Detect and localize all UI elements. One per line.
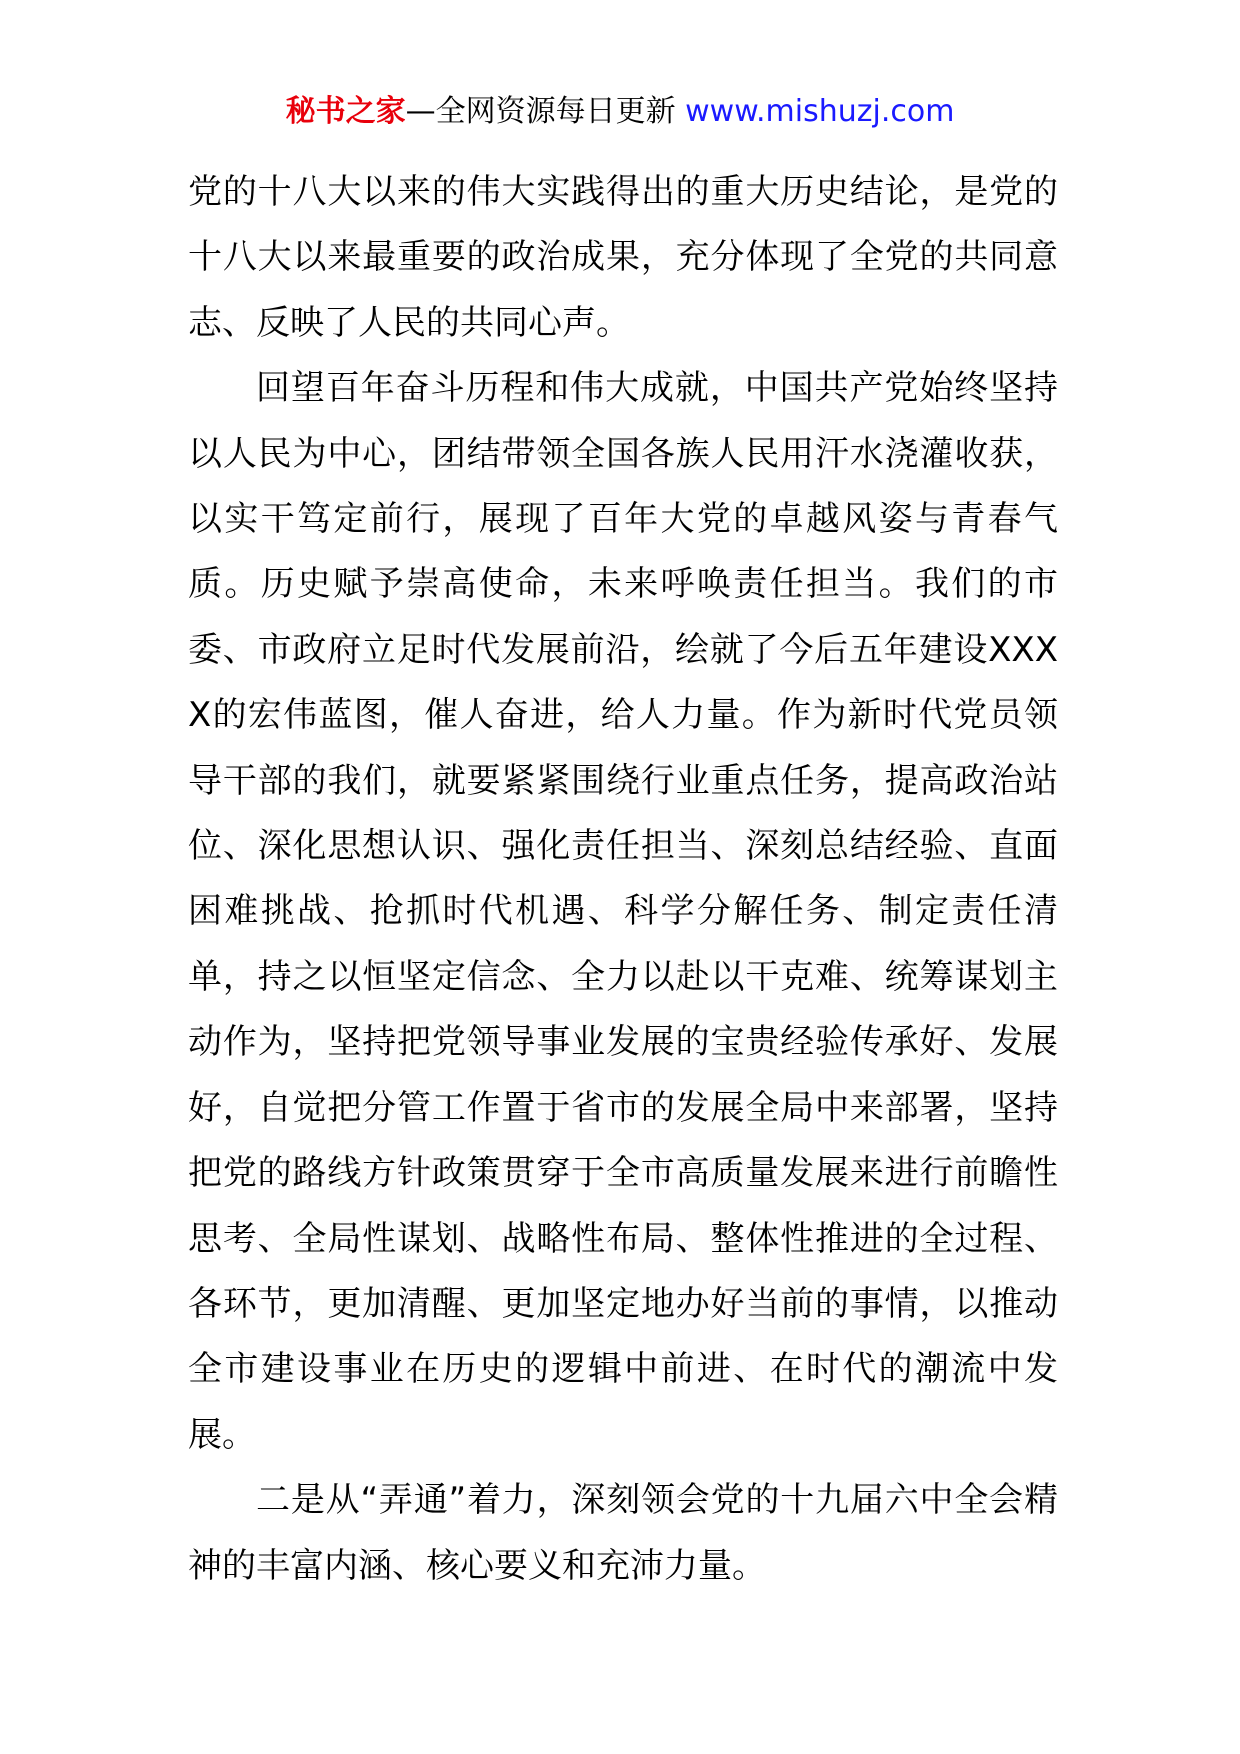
document-body <box>188 160 1058 1599</box>
paragraph-continuation: 党的十八大以来的伟大实践得出的重大历史结论，是党的十八大以来最重要的政治成果，充分体现了全党的共同意志、反映了人民的共同心声。 <box>188 172 1058 343</box>
paragraph-section-heading: 二是从“弄通”着力，深刻领会党的十九届六中全会精神的丰富内涵、核心要义和充沛力量。 <box>188 1480 1058 1586</box>
page-header <box>0 92 1240 132</box>
paragraph-main: 回望百年奋斗历程和伟大成就，中国共产党始终坚持以人民为中心，团结带领全国各族人民用汗水浇灌收获，以实干笃定前行，展现了百年大党的卓越风姿与青春气质。历史赋予崇高使命，未来呼唤责任担当。我们的市委、市政府立足时代发展前沿，绘就了今后五年建设XXXX的宏伟蓝图，催人奋进，给人力量。作为新时代党员领导干部的我们，就要紧紧围绕行业重点任务，提高政治站位、深化思想认识、强化责任担当、深刻总结经验、直面困难挑战、抢抓时代机遇、科学分解任务、制定责任清单，持之以恒坚定信念、全力以赴以干克难、统筹谋划主动作为，坚持把党领导事业发展的宝贵经验传承好、发展好，自觉把分管工作置于省市的发展全局中来部署，坚持把党的路线方针政策贯穿于全市高质量发展来进行前瞻性思考、全局性谋划、战略性布局、整体性推进的全过程、各环节，更加清醒、更加坚定地办好当前的事情，以推动全市建设事业在历史的逻辑中前进、在时代的潮流中发展。 <box>188 368 1058 1455</box>
site-url-link[interactable]: www.mishuzj.com <box>685 94 955 129</box>
header-tagline: —全网资源每日更新 <box>405 94 686 129</box>
brand-name: 秘书之家 <box>285 94 406 129</box>
